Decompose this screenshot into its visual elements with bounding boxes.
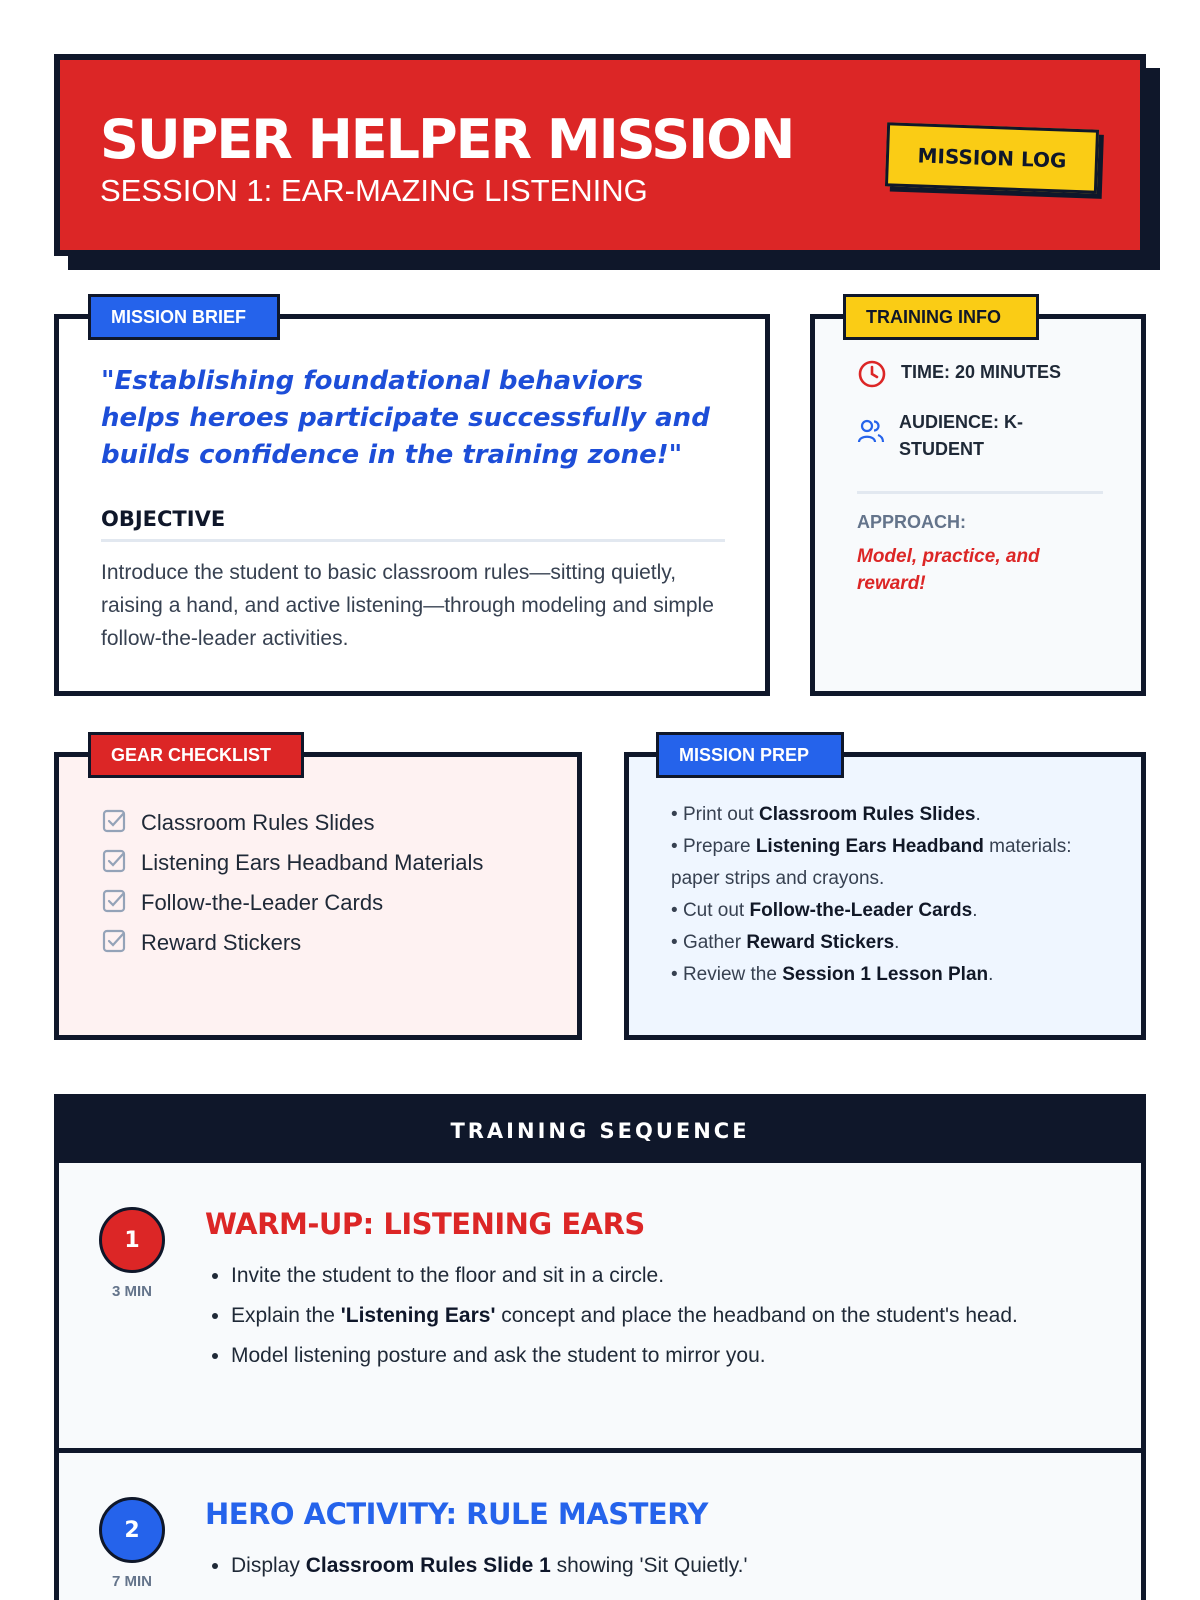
audience-label: AUDIENCE: K-STUDENT [899, 412, 1023, 459]
checkbox-icon[interactable] [101, 848, 127, 878]
mission-brief-card [54, 314, 770, 696]
approach-label: APPROACH: [857, 512, 967, 532]
checklist-item-label: Follow-the-Leader Cards [141, 890, 384, 915]
time-label: TIME: 20 MINUTES [901, 362, 1062, 382]
gear-list [101, 803, 483, 963]
step-title: WARM-UP: LISTENING EARS [205, 1207, 645, 1241]
checklist-item[interactable] [101, 883, 483, 923]
approach-text: Model, practice, and reward! [857, 546, 1040, 594]
step-2 [59, 1453, 1141, 1600]
list-item: • Print out Classroom Rules Slides. [671, 804, 981, 825]
gear-checklist-tab: GEAR CHECKLIST [88, 732, 304, 778]
mission-log-badge: MISSION LOG [885, 122, 1099, 193]
step-number: 1 [99, 1207, 165, 1273]
objective-heading: OBJECTIVE [101, 507, 725, 542]
checkbox-icon[interactable] [101, 808, 127, 838]
audience-row [857, 409, 1107, 463]
checkbox-icon[interactable] [101, 928, 127, 958]
list-item: • Prepare Listening Ears Headband materials: paper strips and crayons. [671, 836, 1072, 889]
training-sequence-heading: TRAINING SEQUENCE [59, 1099, 1141, 1163]
step-duration: 7 MIN [111, 1573, 152, 1590]
checklist-item-label: Reward Stickers [141, 930, 302, 955]
page-subtitle: SESSION 1: EAR-MAZING LISTENING [100, 173, 648, 208]
step-1 [59, 1163, 1141, 1453]
step-number: 2 [99, 1497, 165, 1563]
list-item: • Model listening posture and ask the student to mirror you. [231, 1339, 1091, 1373]
checklist-item-label: Listening Ears Headband Materials [141, 850, 484, 875]
mission-brief-tab: MISSION BRIEF [88, 294, 280, 340]
checkbox-icon[interactable] [101, 888, 127, 918]
checklist-item[interactable] [101, 803, 483, 843]
mission-prep-tab: MISSION PREP [656, 732, 844, 778]
list-item: • Cut out Follow-the-Leader Cards. [671, 900, 978, 921]
step-title: HERO ACTIVITY: RULE MASTERY [205, 1497, 708, 1531]
list-item: • Explain the 'Listening Ears' concept and place the headband on the student's head. [231, 1299, 1091, 1333]
checklist-item-label: Classroom Rules Slides [141, 810, 375, 835]
checklist-item[interactable] [101, 923, 483, 963]
checklist-item[interactable] [101, 843, 483, 883]
list-item: • Review the Session 1 Lesson Plan. [671, 964, 994, 985]
mission-header [54, 54, 1146, 256]
prep-list [671, 799, 1111, 991]
mission-prep-card [624, 752, 1146, 1040]
gear-checklist-card [54, 752, 582, 1040]
info-divider [857, 491, 1103, 494]
training-info-card [810, 314, 1146, 696]
step-items [231, 1259, 1091, 1379]
step-items [231, 1549, 1091, 1589]
clock-icon [857, 359, 887, 393]
objective-text: Introduce the student to basic classroom rules—sitting quietly, raising a hand, and active listening—through modeling and simple follow-the-leader activities. [101, 561, 714, 650]
list-item: • Invite the student to the floor and sit in a circle. [231, 1259, 1091, 1293]
users-icon [857, 417, 885, 449]
training-info-tab: TRAINING INFO [843, 294, 1039, 340]
page-title: SUPER HELPER MISSION [100, 108, 794, 171]
step-duration: 3 MIN [111, 1283, 152, 1300]
brief-quote: "Establishing foundational behaviors helps heroes participate successfully and builds confidence in the training zone!" [101, 366, 710, 470]
list-item: • Display Classroom Rules Slide 1 showing 'Sit Quietly.' [231, 1549, 1091, 1583]
time-row [857, 359, 1061, 393]
list-item: • Gather Reward Stickers. [671, 932, 900, 953]
training-sequence [54, 1094, 1146, 1600]
